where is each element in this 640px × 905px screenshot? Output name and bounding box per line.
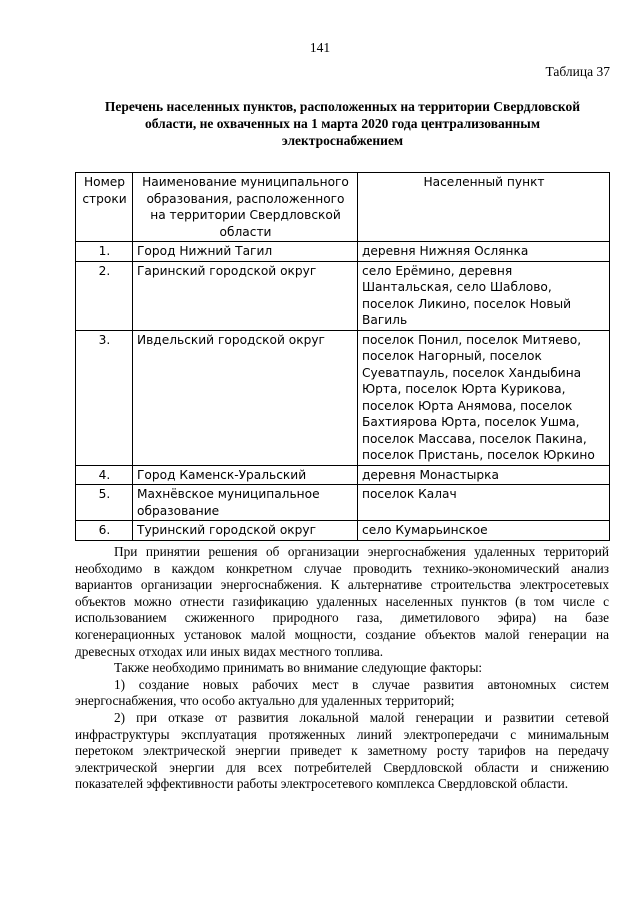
settlements-cell: село Кумарьинское [358, 521, 610, 541]
paragraph: При принятии решения об организации энергоснабжения удаленных территорий необходимо в каждом конкретном случае проводить технико-экономический анализ вариантов организации энергоснабжения. К альтернативе строительства электросетевых объектов можно отнести газификацию удаленных населенных пунктов (в том числе с использованием сжиженного природного газа, диметилового эфира) на базе когенерационных установок малой мощности, создание объектов малой генерации на древесных отходах или иных видах местного топлива. [75, 544, 609, 659]
settlements-cell: деревня Монастырка [358, 465, 610, 485]
paragraph: 1) создание новых рабочих мест в случае развития автономных систем энергоснабжения, что особо актуально для удаленных территорий; [75, 676, 609, 709]
header-municipality: Наименование муниципального образования, расположенного на территории Свердловской области [133, 173, 358, 242]
settlements-cell: село Ерёмино, деревня Шантальская, село Шаблово, поселок Ликино, поселок Новый Вагиль [358, 261, 610, 330]
municipality-cell: Гаринский городской округ [133, 261, 358, 330]
row-number: 1. [76, 242, 133, 262]
row-number: 3. [76, 330, 133, 465]
settlements-cell: поселок Понил, поселок Митяево, поселок Нагорный, поселок Суеватпауль, поселок Хандыбина Юрта, поселок Юрта Курикова, поселок Юрта Анямова, поселок Бахтиярова Юрта, поселок Ушма, поселок Массава, поселок Пакина, поселок Пристань, поселок Юркино [358, 330, 610, 465]
body-text [75, 544, 609, 793]
municipality-cell: Махнёвское муниципальное образование [133, 485, 358, 521]
table-row [76, 465, 610, 485]
row-number: 5. [76, 485, 133, 521]
table-title: Перечень населенных пунктов, расположенных на территории Свердловской области, не охваченных на 1 марта 2020 года централизованным электроснабжением [104, 99, 581, 148]
settlements-table [75, 172, 610, 541]
municipality-cell: Город Нижний Тагил [133, 242, 358, 262]
table-row [76, 261, 610, 330]
row-number: 6. [76, 521, 133, 541]
municipality-cell: Город Каменск-Уральский [133, 465, 358, 485]
row-number: 2. [76, 261, 133, 330]
table-row [76, 485, 610, 521]
settlements-cell: поселок Калач [358, 485, 610, 521]
row-number: 4. [76, 465, 133, 485]
municipality-cell: Туринский городской округ [133, 521, 358, 541]
table-row [76, 521, 610, 541]
paragraph: 2) при отказе от развития локальной малой генерации и развитии сетевой инфраструктуры эксплуатация протяженных линий электропередачи с минимальным перетоком электрической энергии приведет к заметному росту тарифов на передачу электрической энергии для всех потребителей Свердловской области и снижению показателей эффективности работы электросетевого комплекса Свердловской области. [75, 709, 609, 792]
settlements-cell: деревня Нижняя Ослянка [358, 242, 610, 262]
table-header-row [76, 173, 610, 242]
municipality-cell: Ивдельский городской округ [133, 330, 358, 465]
page-number: 141 [309, 40, 331, 55]
header-settlement: Населенный пункт [358, 173, 610, 242]
table-label: Таблица 37 [545, 64, 610, 79]
header-row-number: Номер строки [76, 173, 133, 242]
table-row [76, 242, 610, 262]
paragraph: Также необходимо принимать во внимание следующие факторы: [114, 660, 483, 676]
table-row [76, 330, 610, 465]
